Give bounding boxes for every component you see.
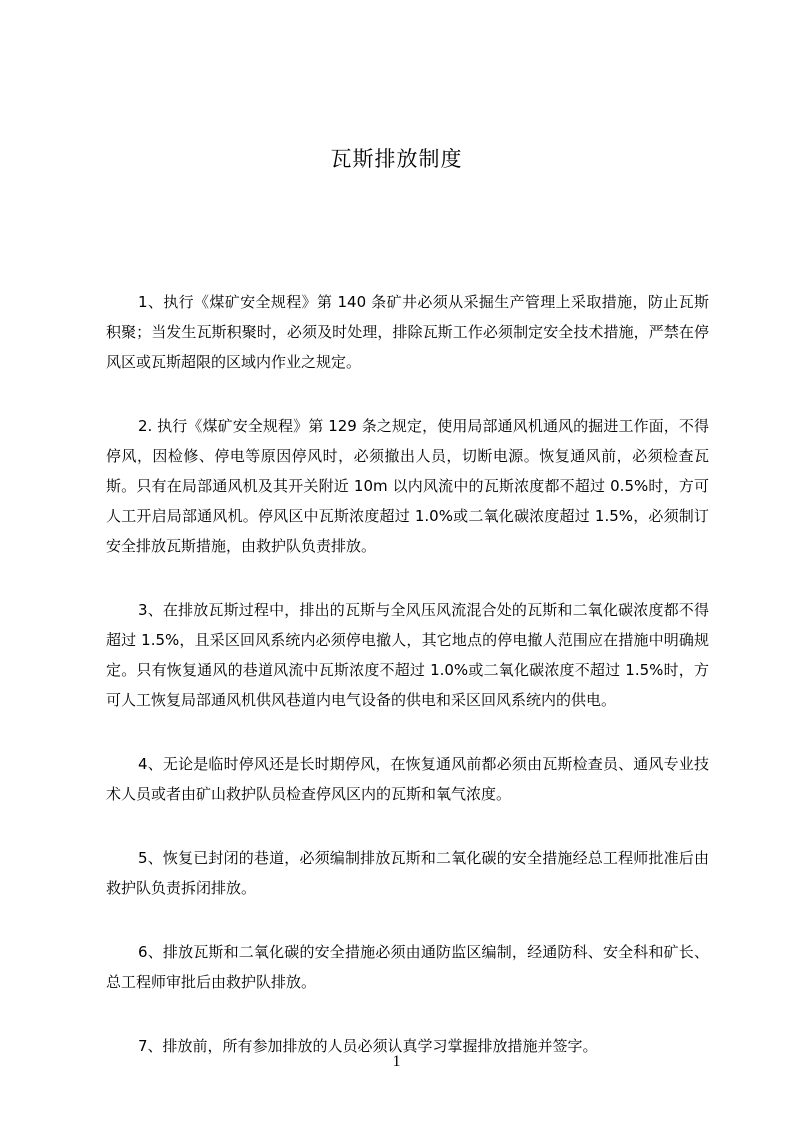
document-title: 瓦斯排放制度	[330, 147, 463, 171]
page-number: 1	[392, 1053, 401, 1070]
paragraph-5: 5、恢复已封闭的巷道，必须编制排放瓦斯和二氧化碳的安全措施经总工程师批准后由救护队负责拆闭排放。	[106, 849, 709, 897]
paragraph-1: 1、执行《煤矿安全规程》第 140 条矿井必须从采掘生产管理上采取措施，防止瓦斯积聚；当发生瓦斯积聚时，必须及时处理，排除瓦斯工作必须制定安全技术措施，严禁在停风区或瓦斯超限的区域内作业之规定。	[106, 293, 709, 371]
paragraph-3: 3、在排放瓦斯过程中，排出的瓦斯与全风压风流混合处的瓦斯和二氧化碳浓度都不得超过 1.5%，且采区回风系统内必须停电撤人，其它地点的停电撤人范围应在措施中明确规定。只有恢复通风的巷道风流中瓦斯浓度不超过 1.0%或二氧化碳浓度不超过 1.5%时，方可人工恢复局部通风机供风巷道内电气设备的供电和采区回风系统内的供电。	[106, 601, 709, 709]
paragraph-2: 2. 执行《煤矿安全规程》第 129 条之规定，使用局部通风机通风的掘进工作面，不得停风，因检修、停电等原因停风时，必须撤出人员，切断电源。恢复通风前，必须检查瓦斯。只有在局部通风机及其开关附近 10m 以内风流中的瓦斯浓度都不超过 0.5%时，方可人工开启局部通风机。停风区中瓦斯浓度超过 1.0%或二氧化碳浓度超过 1.5%，必须制订安全排放瓦斯措施，由救护队负责排放。	[106, 417, 709, 555]
paragraph-4: 4、无论是临时停风还是长时期停风，在恢复通风前都必须由瓦斯检查员、通风专业技术人员或者由矿山救护队员检查停风区内的瓦斯和氧气浓度。	[106, 755, 709, 803]
paragraph-7: 7、排放前，所有参加排放的人员必须认真学习掌握排放措施并签字。	[138, 1037, 598, 1055]
document-body	[106, 287, 709, 1095]
paragraph-6: 6、排放瓦斯和二氧化碳的安全措施必须由通防监区编制，经通防科、安全科和矿长、总工程师审批后由救护队排放。	[106, 943, 709, 991]
